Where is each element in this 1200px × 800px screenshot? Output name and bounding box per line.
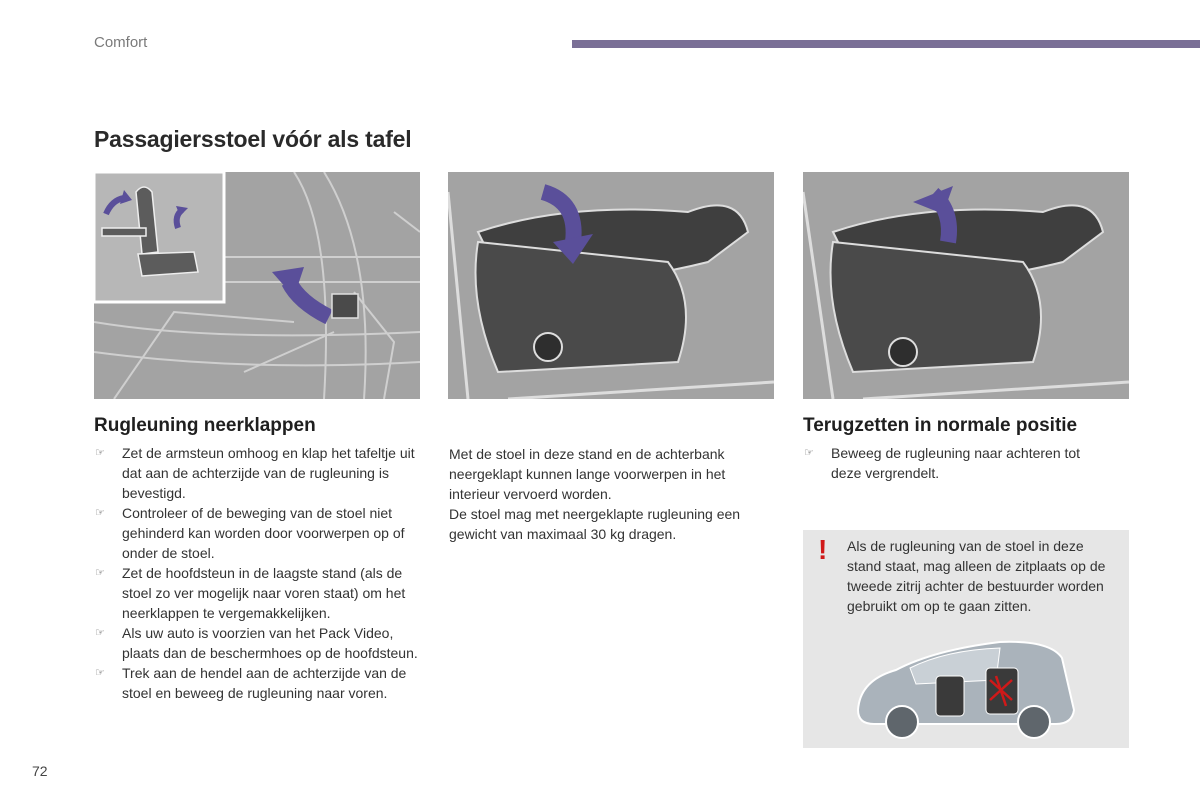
seat-upright-illustration (803, 172, 1129, 399)
middle-paragraph-1: Met de stoel in deze stand en de achterbank neergeklapt kunnen lange voorwerpen in het interieur vervoerd worden. (449, 446, 726, 502)
right-bullet-list (803, 443, 1113, 483)
list-item: ☞ Trek aan de hendel aan de achterzijde van de stoel en beweeg de rugleuning naar voren. (95, 665, 407, 701)
left-bullet-list (94, 443, 420, 703)
seat-folding-illustration (448, 172, 774, 399)
hand-pointer-icon: ☞ (804, 447, 814, 459)
list-item: ☞ Zet de hoofdsteun in de laagste stand (als de stoel zo ver mogelijk naar voren staat) om het neerklappen te vergemakkelijken. (95, 565, 406, 621)
hand-pointer-icon: ☞ (95, 447, 105, 459)
header-bar (572, 40, 1200, 48)
page-title: Passagiersstoel vóór als tafel (94, 126, 412, 152)
seat-lever-illustration (94, 172, 420, 399)
section-label: Comfort (94, 34, 148, 51)
hand-pointer-icon: ☞ (95, 507, 105, 519)
list-item: ☞ Als uw auto is voorzien van het Pack Video, plaats dan de beschermhoes op de hoofdsteun. (95, 625, 418, 661)
hand-pointer-icon: ☞ (95, 627, 105, 639)
page-number: 72 (32, 763, 48, 779)
car-seat-position-illustration (850, 628, 1080, 740)
list-item: ☞ Zet de armsteun omhoog en klap het tafeltje uit dat aan de achterzijde van de rugleuning is bevestigd. (95, 445, 415, 501)
left-heading: Rugleuning neerklappen (94, 415, 316, 436)
hand-pointer-icon: ☞ (95, 567, 105, 579)
hand-pointer-icon: ☞ (95, 667, 105, 679)
warning-icon: ! (818, 534, 828, 565)
list-item: ☞ Controleer of de beweging van de stoel niet gehinderd kan worden door voorwerpen op of onder de stoel. (95, 505, 405, 561)
middle-paragraph-2: De stoel mag met neergeklapte rugleuning een gewicht van maximaal 30 kg dragen. (449, 506, 741, 542)
warning-text: Als de rugleuning van de stoel in deze stand staat, mag alleen de zitplaats op de tweede zitrij achter de bestuurder worden gebruikt om op te gaan zitten. (847, 538, 1106, 614)
right-heading: Terugzetten in normale positie (803, 415, 1078, 436)
list-item: ☞ Beweeg de rugleuning naar achteren tot deze vergrendelt. (804, 445, 1081, 481)
